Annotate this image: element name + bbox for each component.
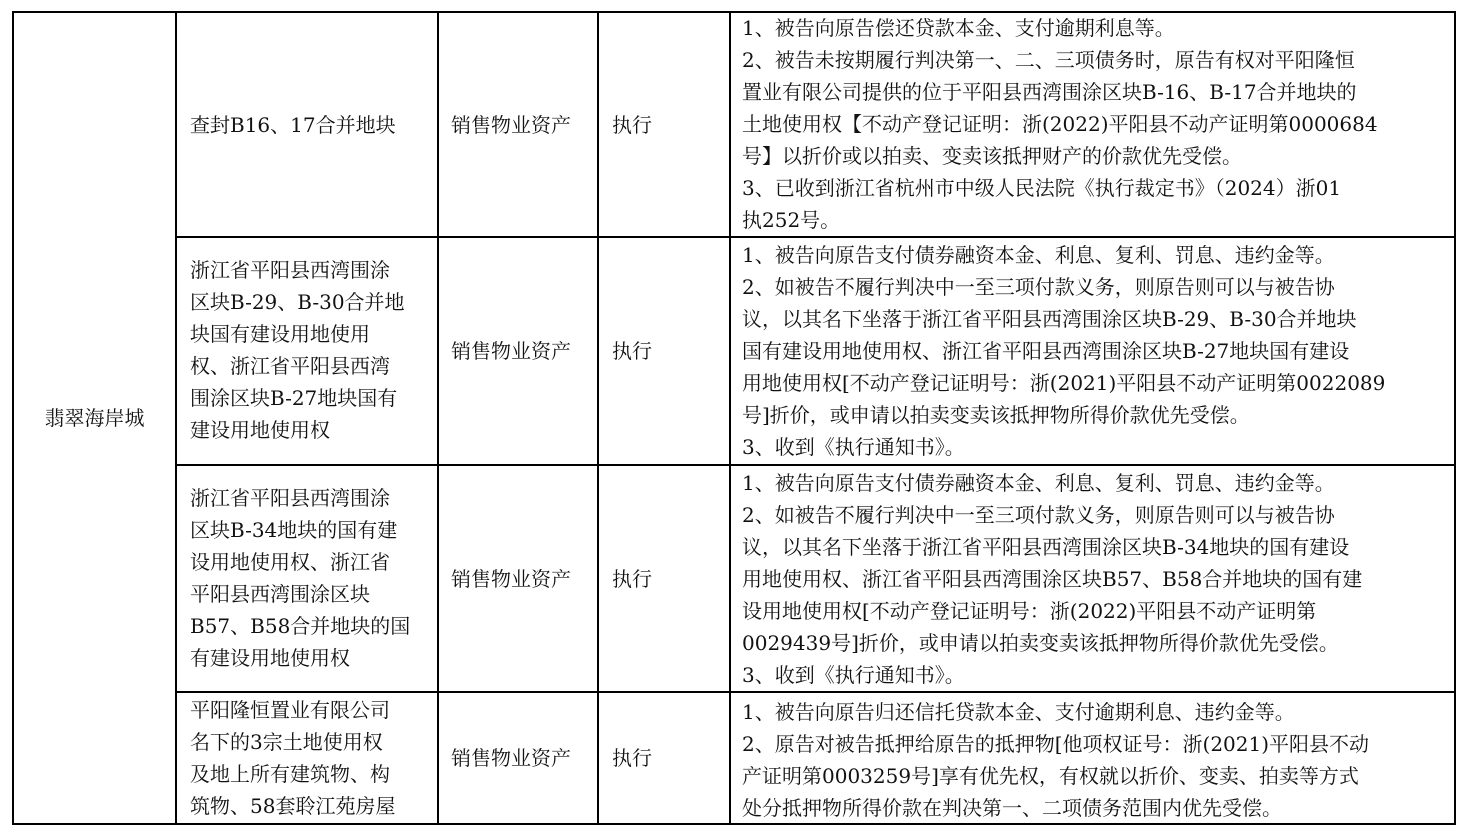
detail-line: 3、收到《执行通知书》。: [742, 663, 965, 687]
detail-line: 0029439号]折价，或申请以拍卖变卖该抵押物所得价款优先受偿。: [742, 631, 1339, 655]
detail-line: 3、已收到浙江省杭州市中级人民法院《执行裁定书》（2024）浙01: [742, 176, 1342, 200]
detail-line: 用地使用权、浙江省平阳县西湾围涂区块B57、B58合并地块的国有建: [742, 567, 1363, 591]
table-border-right: [1454, 12, 1456, 824]
asset-category-cell: [439, 13, 597, 236]
asset-category-cell: [439, 238, 597, 464]
object-line: 块国有建设用地使用: [190, 322, 370, 346]
project-name: 翡翠海岸城: [44, 406, 145, 430]
table-row: [177, 254, 437, 454]
detail-line: 置业有限公司提供的位于平阳县西湾围涂区块B-16、B-17合并地块的: [742, 80, 1357, 104]
case-status: 执行: [612, 339, 652, 363]
case-status-cell: [599, 238, 729, 464]
asset-category: 销售物业资产: [451, 339, 571, 363]
table-row: [177, 13, 437, 236]
case-details: [731, 239, 1454, 464]
case-status: 执行: [612, 566, 652, 591]
table-row: [177, 694, 437, 823]
detail-line: 3、收到《执行通知书》。: [742, 435, 965, 459]
detail-line: 国有建设用地使用权、浙江省平阳县西湾围涂区块B-27地块国有建设: [742, 339, 1350, 363]
detail-line: 1、被告向原告支付债券融资本金、利息、复利、罚息、违约金等。: [742, 243, 1335, 267]
object-line: B57、B58合并地块的国: [190, 614, 411, 638]
project-name-cell: [14, 13, 175, 823]
detail-line: 处分抵押物所得价款在判决第一、二项债务范围内优先受偿。: [742, 796, 1282, 820]
detail-line: 议，以其名下坐落于浙江省平阳县西湾围涂区块B-29、B-30合并地块: [742, 307, 1357, 331]
object-line: 区块B-34地块的国有建: [190, 518, 398, 542]
asset-object: 查封B16、17合并地块: [190, 112, 396, 137]
detail-line: 用地使用权[不动产登记证明号：浙(2021)平阳县不动产证明第0022089: [742, 371, 1386, 395]
object-line: 及地上所有建筑物、构: [190, 762, 390, 786]
object-line: 建设用地使用权: [190, 418, 330, 442]
detail-line: 议，以其名下坐落于浙江省平阳县西湾围涂区块B-34地块的国有建设: [742, 535, 1350, 559]
case-details: [731, 12, 1454, 236]
object-line: 设用地使用权、浙江省: [190, 550, 390, 574]
asset-category-cell: [439, 466, 597, 691]
case-status-cell: [599, 13, 729, 236]
detail-line: 设用地使用权[不动产登记证明号：浙(2022)平阳县不动产证明第: [742, 599, 1317, 623]
object-line: 围涂区块B-27地块国有: [190, 386, 398, 410]
row-divider: [175, 464, 1456, 466]
case-details: [731, 467, 1454, 691]
object-line: 有建设用地使用权: [190, 646, 350, 670]
detail-line: 执252号。: [742, 208, 841, 232]
asset-category: 销售物业资产: [451, 746, 571, 770]
detail-line: 号】以折价或以拍卖、变卖该抵押财产的价款优先受偿。: [742, 144, 1242, 168]
detail-line: 土地使用权【不动产登记证明：浙(2022)平阳县不动产证明第0000684: [742, 112, 1378, 136]
object-line: 浙江省平阳县西湾围涂: [190, 486, 390, 510]
case-details: [731, 696, 1454, 823]
asset-category: 销售物业资产: [451, 566, 571, 591]
case-status: 执行: [612, 112, 652, 137]
object-line: 名下的3宗土地使用权: [190, 730, 383, 754]
object-line: 区块B-29、B-30合并地: [190, 290, 405, 314]
object-line: 平阳县西湾围涂区块: [190, 582, 370, 606]
detail-line: 号]折价，或申请以拍卖变卖该抵押物所得价款优先受偿。: [742, 403, 1250, 427]
detail-line: 2、如被告不履行判决中一至三项付款义务，则原告则可以与被告协: [742, 275, 1335, 299]
detail-line: 1、被告向原告归还信托贷款本金、支付逾期利息、违约金等。: [742, 700, 1295, 724]
case-status-cell: [599, 693, 729, 823]
object-line: 权、浙江省平阳县西湾: [190, 354, 390, 378]
row-divider: [175, 236, 1456, 238]
detail-line: 产证明第0003259号]享有优先权，有权就以折价、变卖、拍卖等方式: [742, 764, 1359, 788]
detail-line: 1、被告向原告支付债券融资本金、利息、复利、罚息、违约金等。: [742, 471, 1335, 495]
row-divider: [175, 691, 1456, 693]
detail-line: 2、如被告不履行判决中一至三项付款义务，则原告则可以与被告协: [742, 503, 1335, 527]
detail-line: 1、被告向原告偿还贷款本金、支付逾期利息等。: [742, 16, 1175, 40]
case-status: 执行: [612, 746, 652, 770]
object-line: 平阳隆恒置业有限公司: [190, 698, 390, 722]
asset-category: 销售物业资产: [451, 112, 571, 137]
object-line: 浙江省平阳县西湾围涂: [190, 258, 390, 282]
detail-line: 2、原告对被告抵押给原告的抵押物[他项权证号：浙(2021)平阳县不动: [742, 732, 1370, 756]
detail-line: 2、被告未按期履行判决第一、二、三项债务时，原告有权对平阳隆恒: [742, 48, 1355, 72]
asset-category-cell: [439, 693, 597, 823]
object-line: 筑物、58套聆江苑房屋: [190, 794, 396, 818]
case-status-cell: [599, 466, 729, 691]
table-row: [177, 482, 437, 682]
